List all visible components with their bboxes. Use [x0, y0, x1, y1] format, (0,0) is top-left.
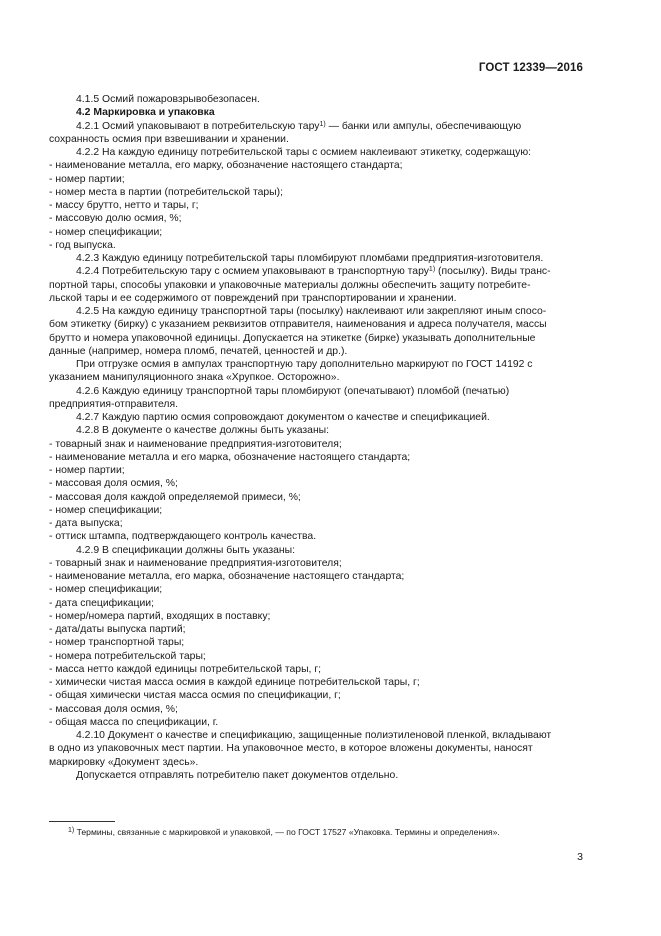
clause-4-2-10-cont: в одно из упаковочных мест партии. На упаковочное место, в которое вложены документы, наносят [49, 743, 533, 755]
list-item: - химически чистая масса осмия в каждой единице потребительской тары, г; [49, 677, 420, 688]
clause-4-2-3: 4.2.3 Каждую единицу потребительской тары пломбируют пломбами предприятия-изготовителя. [76, 253, 544, 264]
list-item: - товарный знак и наименование предприятия-изготовителя; [49, 557, 342, 569]
list-item: - номер транспортной тары; [49, 637, 185, 649]
list-item: - общая химически чистая масса осмия по спецификации, г; [49, 690, 341, 702]
clause-4-2-4-cont: портной тары, способы упаковки и упаковочные материалы должны обеспечить защиту потребите- [49, 279, 531, 291]
footnote-text: Термины, связанные с маркировкой и упаковкой, — по ГОСТ 17527 «Упаковка. Термины и определения». [74, 827, 500, 837]
list-item: - массовая доля осмия, %; [49, 703, 178, 715]
clause-4-2-4-text-a: 4.2.4 Потребительскую тару с осмием упаковывают в транспортную тару [76, 266, 429, 278]
section-heading-4-2: 4.2 Маркировка и упаковка [76, 107, 215, 119]
list-item: - массовую долю осмия, %; [49, 213, 182, 225]
footnote [68, 827, 588, 838]
list-item: - массу брутто, нетто и тары, г; [49, 200, 199, 211]
list-item: - товарный знак и наименование предприятия-изготовителя; [49, 438, 342, 450]
page-number: 3 [577, 851, 583, 863]
clause-4-2-8: 4.2.8 В документе о качестве должны быть указаны: [76, 425, 330, 437]
ampoule-shipping-paragraph: При отгрузке осмия в ампулах транспортную тару дополнительно маркируют по ГОСТ 14192 с [76, 359, 533, 370]
list-item: - номер/номера партий, входящих в поставку; [49, 610, 271, 622]
list-item: - номера потребительской тары; [49, 650, 206, 662]
footnote-ref: 1) [319, 120, 326, 128]
clause-4-2-4-cont: льской тары и ее содержимого от повреждений при транспортировании и хранении. [49, 292, 457, 304]
list-item: - общая масса по спецификации, г. [49, 716, 219, 728]
list-item: - дата выпуска; [49, 518, 123, 529]
clause-4-2-1-cont: сохранность осмия при взвешивании и хранении. [49, 133, 289, 145]
ampoule-shipping-cont: указанием манипуляционного знака «Хрупкое. Осторожно». [49, 372, 340, 384]
clause-4-2-2: 4.2.2 На каждую единицу потребительской тары с осмием наклеивают этикетку, содержащую: [76, 147, 532, 158]
list-item: - дата/даты выпуска партий; [49, 624, 186, 635]
footnote-mark: 1) [68, 827, 75, 834]
list-item: - оттиск штампа, подтверждающего контроль качества. [49, 531, 317, 543]
list-item: - номер места в партии (потребительской тары); [49, 186, 283, 198]
clause-4-2-1 [76, 120, 584, 133]
clause-4-2-5-cont: данные (например, номера пломб, печатей, ценностей и др.). [49, 345, 348, 357]
list-item: - номер партии; [49, 465, 125, 476]
label-contents-list [49, 159, 584, 252]
clause-4-2-1-text-b: — банки или ампулы, обеспечивающую [325, 120, 522, 132]
list-item: - год выпуска. [49, 239, 116, 251]
list-item: - номер спецификации; [49, 584, 163, 596]
document-header: ГОСТ 12339—2016 [478, 62, 583, 74]
list-item: - наименование металла, его марка, обозначение настоящего стандарта; [49, 571, 405, 582]
clause-4-2-10-cont: маркировку «Документ здесь». [49, 756, 199, 768]
clause-4-2-1-text-a: 4.2.1 Осмий упаковывают в потребительскую тару [76, 120, 320, 132]
clause-4-2-9: 4.2.9 В спецификации должны быть указаны: [76, 544, 295, 556]
clause-4-2-10: 4.2.10 Документ о качестве и спецификацию, защищенные полиэтиленовой пленкой, вкладывают [76, 730, 552, 741]
clause-4-2-5: 4.2.5 На каждую единицу транспортной тары (посылку) наклеивают или закрепляют иным спосо- [76, 306, 547, 317]
clause-4-2-4 [76, 265, 584, 278]
footnote-separator [49, 821, 115, 822]
list-item: - наименование металла и его марка, обозначение настоящего стандарта; [49, 451, 411, 463]
clause-4-2-5-cont: брутто и номера упаковочной единицы. Допускается на этикетке (бирке) указывать дополнительные [49, 332, 536, 344]
clause-4-2-6-cont: предприятия-отправителя. [49, 398, 178, 410]
specification-list [49, 557, 584, 729]
clause-4-2-5-cont: бом этикетку (бирку) с указанием реквизитов отправителя, наименования и адреса получателя, массы [49, 319, 547, 331]
list-item: - дата спецификации; [49, 597, 154, 609]
quality-document-list [49, 438, 584, 544]
list-item: - номер спецификации; [49, 226, 163, 238]
list-item: - наименование металла, его марку, обозначение настоящего стандарта; [49, 160, 403, 172]
clause-4-1-5: 4.1.5 Осмий пожаровзрывобезопасен. [76, 94, 260, 105]
list-item: - массовая доля каждой определяемой примеси, %; [49, 491, 301, 503]
footnote-ref: 1) [428, 266, 436, 274]
clause-4-2-6: 4.2.6 Каждую единицу транспортной тары пломбируют (опечатывают) пломбой (печатью) [76, 385, 510, 397]
list-item: - номер партии; [49, 173, 125, 185]
clause-4-2-7: 4.2.7 Каждую партию осмия сопровождают документом о качестве и спецификацией. [76, 412, 490, 423]
clause-4-2-4-text-b: (посылку). Виды транс- [435, 266, 551, 278]
separate-documents-paragraph: Допускается отправлять потребителю пакет документов отдельно. [76, 769, 399, 781]
document-body [49, 93, 584, 782]
list-item: - массовая доля осмия, %; [49, 478, 178, 490]
list-item: - масса нетто каждой единицы потребительской тары, г; [49, 663, 321, 675]
list-item: - номер спецификации; [49, 504, 163, 516]
